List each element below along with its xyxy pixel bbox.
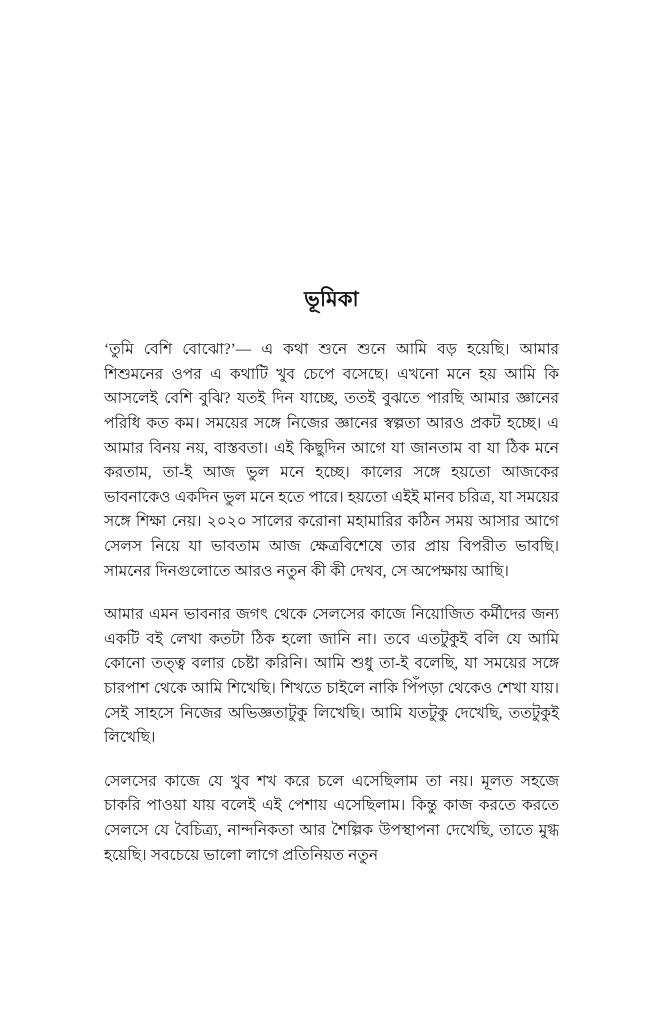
body-paragraph-3: সেলসের কাজে যে খুব শখ করে চলে এসেছিলাম তা নয়। মূলত সহজে চাকরি পাওয়া যায় বলেই এই পেশায় এসেছিলাম। কিন্তু কাজ করতে করতে সেলসে যে বৈচিত্র্য, নান্দনিকতা আর শৈল্পিক উপস্থাপনা দেখেছি, তাতে মুগ্ধ হয়েছি। সবচেয়ে ভালো লাগে প্রতিনিয়ত নতুন bbox=[104, 772, 559, 864]
page-content bbox=[104, 286, 559, 868]
chapter-heading: ভূমিকা bbox=[304, 287, 359, 311]
body-paragraph-1: ‘তুমি বেশি বোঝো?’— এ কথা শুনে শুনে আমি বড় হয়েছি। আমার শিশুমনের ওপর এ কথাটি খুব চেপে বসেছে। এখনো মনে হয় আমি কি আসলেই বেশি বুঝি? যতই দিন যাচ্ছে, ততই বুঝতে পারছি আমার জ্ঞানের পরিধি কত কম। সময়ের সঙ্গে নিজের জ্ঞানের স্বল্পতা আরও প্রকট হচ্ছে। এ আমার বিনয় নয়, বাস্তবতা। এই কিছুদিন আগে যা জানতাম বা যা ঠিক মনে করতাম, তা-ই আজ ভুল মনে হচ্ছে। কালের সঙ্গে হয়তো আজকের ভাবনাকেও একদিন ভুল মনে হতে পারে। হয়তো এইই মানব চরিত্র, যা সময়ের সঙ্গে শিক্ষা নেয়। ২০২০ সালের করোনা মহামারির কঠিন সময় আসার আগে সেলস নিয়ে যা ভাবতাম আজ ক্ষেত্রবিশেষে তার প্রায় বিপরীত ভাবছি। সামনের দিনগুলোতে আরও নতুন কী কী দেখব, সে অপেক্ষায় আছি। bbox=[104, 341, 559, 580]
body-paragraph-2: আমার এমন ভাবনার জগৎ থেকে সেলসের কাজে নিয়োজিত কর্মীদের জন্য একটি বই লেখা কতটা ঠিক হলো জানি না। তবে এতটুকুই বলি যে আমি কোনো তত্ত্ব বলার চেষ্টা করিনি। আমি শুধু তা-ই বলেছি, যা সময়ের সঙ্গে চারপাশ থেকে আমি শিখেছি। শিখতে চাইলে নাকি পিঁপড়া থেকেও শেখা যায়। সেই সাহসে নিজের অভিজ্ঞতাটুকু লিখেছি। আমি যতটুকু দেখেছি, ততটুকুই লিখেছি। bbox=[104, 606, 559, 747]
